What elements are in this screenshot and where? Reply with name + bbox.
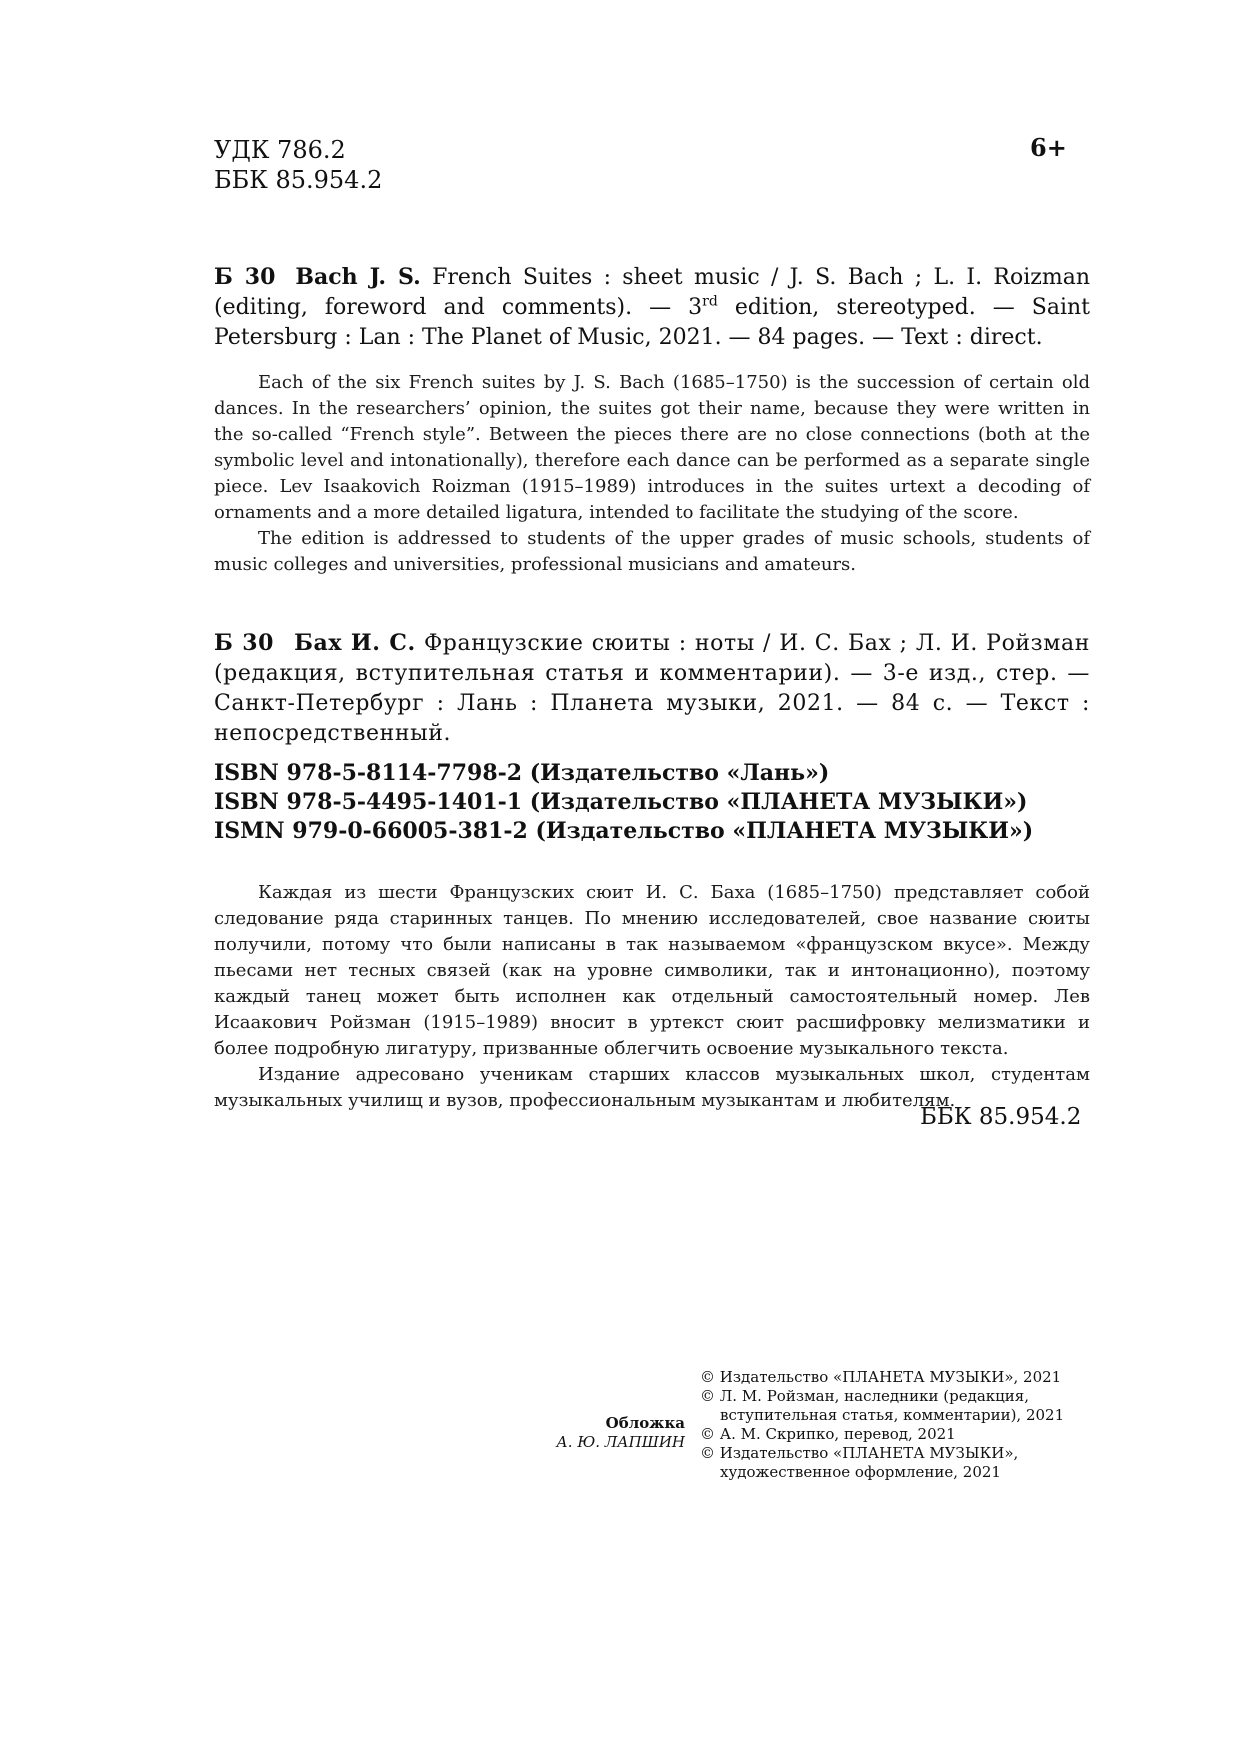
bbk-code: ББК 85.954.2 bbox=[214, 166, 383, 194]
annotation-paragraph: Each of the six French suites by J. S. Bach (1685–1750) is the succession of certain old dances. In the researchers’ opinion, the suites got their name, because they were written in the so-called “French style”. Between the pieces there are no close connections (both at the symbolic level and intonationally), therefore each dance can be performed as a separate single piece. Lev Isaakovich Roizman (1915–1989) introduces in the suites urtext a decoding of ornaments and a more detailed ligatura, intended to facilitate the studying of the score. bbox=[214, 372, 1090, 523]
copyright-line: © А. М. Скрипко, перевод, 2021 bbox=[700, 1425, 956, 1443]
copyright-line: вступительная статья, комментарии), 2021 bbox=[720, 1406, 1065, 1424]
bibliographic-entry-en bbox=[214, 262, 1090, 353]
isbn-lan: ISBN 978-5-8114-7798-2 (Издательство «Лань») bbox=[214, 760, 830, 786]
entry-author: Бах И. С. bbox=[294, 630, 416, 656]
annotation-en bbox=[214, 370, 1090, 578]
entry-code: Б 30 bbox=[214, 630, 275, 656]
entry-text-end: edition, stereotyped. — Saint Petersburg : Lan : The Planet of Music, 2021. — 84 pages. — Text : direct. bbox=[214, 295, 1090, 350]
annotation-paragraph: Издание адресовано ученикам старших классов музыкальных школ, студентам музыкальных училищ и вузов, профессиональным музыкантам и любителям. bbox=[214, 1064, 1090, 1111]
isbn-planeta: ISBN 978-5-4495-1401-1 (Издательство «ПЛАНЕТА МУЗЫКИ») bbox=[214, 789, 1028, 815]
age-rating: 6+ bbox=[1030, 133, 1067, 162]
entry-code: Б 30 bbox=[214, 264, 276, 290]
entry-author: Bach J. S. bbox=[295, 264, 421, 290]
copyright-line: художественное оформление, 2021 bbox=[720, 1463, 1001, 1481]
copyright-block bbox=[700, 1368, 1064, 1482]
entry-text: French Suites : sheet music / J. S. Bach ; L. I. Roizman (editing, foreword and comments). — 3 bbox=[214, 265, 1091, 320]
copyright-line: © Издательство «ПЛАНЕТА МУЗЫКИ», bbox=[700, 1444, 1019, 1462]
cover-designer: А. Ю. ЛАПШИН bbox=[556, 1433, 685, 1451]
ismn-planeta: ISMN 979-0-66005-381-2 (Издательство «ПЛАНЕТА МУЗЫКИ») bbox=[214, 818, 1034, 844]
bibliographic-entry-ru bbox=[214, 628, 1090, 749]
annotation-ru bbox=[214, 880, 1090, 1114]
udk-code: УДК 786.2 bbox=[214, 136, 346, 164]
cover-label: Обложка bbox=[605, 1414, 685, 1432]
copyright-line: © Л. М. Ройзман, наследники (редакция, bbox=[700, 1387, 1030, 1405]
edition-superscript: rd bbox=[702, 293, 718, 310]
cover-credit bbox=[545, 1414, 685, 1452]
annotation-paragraph: Каждая из шести Французских сюит И. С. Баха (1685–1750) представляет собой следование ряда старинных танцев. По мнению исследователей, свое название сюиты получили, потому что были написаны в так называемом «французском вкусе». Между пьесами нет тесных связей (как на уровне символики, так и интонационно), поэтому каждый танец может быть исполнен как отдельный самостоятельный номер. Лев Исаакович Ройзман (1915–1989) вносит в уртекст сюит расшифровку мелизматики и более подробную лигатуру, призванные облегчить освоение музыкального текста. bbox=[214, 882, 1090, 1059]
copyright-line: © Издательство «ПЛАНЕТА МУЗЫКИ», 2021 bbox=[700, 1368, 1062, 1386]
bbk-code-bottom: ББК 85.954.2 bbox=[920, 1104, 1082, 1130]
entry-text: Французские сюиты : ноты / И. С. Бах ; Л. И. Ройзман (редакция, вступительная статья и комментарии). — 3-е изд., стер. — Санкт-Петербург : Лань : Планета музыки, 2021. — 84 с. — Текст : непосредственный. bbox=[214, 631, 1090, 746]
classification-codes bbox=[214, 135, 382, 195]
annotation-paragraph: The edition is addressed to students of the upper grades of music schools, students of music colleges and universities, professional musicians and amateurs. bbox=[214, 528, 1090, 575]
isbn-block bbox=[214, 759, 1033, 846]
